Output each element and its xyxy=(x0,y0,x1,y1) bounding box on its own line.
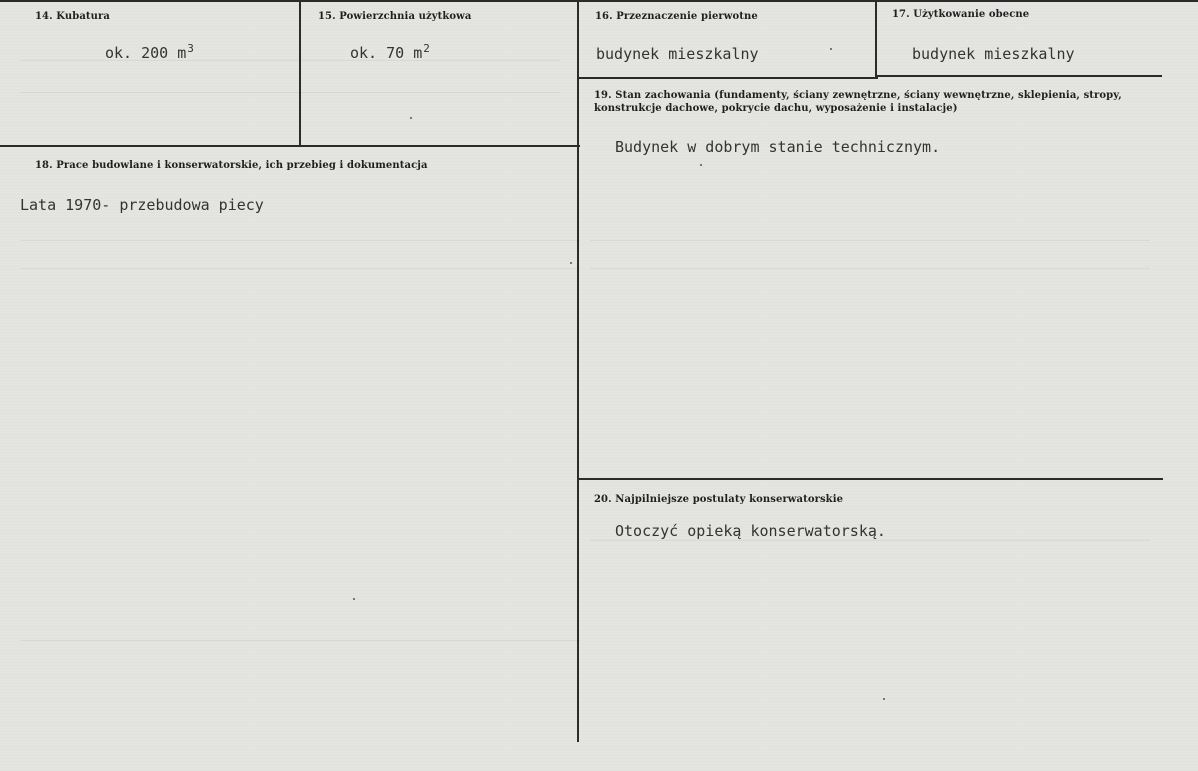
scan-speck xyxy=(883,698,885,700)
scan-speck xyxy=(700,164,702,166)
background-line xyxy=(590,268,1150,269)
field-14-label: 14. Kubatura xyxy=(35,11,110,22)
field-20-label: 20. Najpilniejsze postulaty konserwatorskie xyxy=(594,494,844,505)
field-18-label: 18. Prace budowlane i konserwatorskie, ich przebieg i dokumentacja xyxy=(35,160,428,171)
divider-16-bottom xyxy=(578,77,878,79)
scan-speck xyxy=(410,117,412,119)
field-15-label: 15. Powierzchnia użytkowa xyxy=(318,11,472,22)
scan-speck xyxy=(353,598,355,600)
divider-16-17 xyxy=(875,0,877,77)
scan-speck xyxy=(570,262,572,264)
divider-14-15-bottom xyxy=(0,145,580,147)
background-line xyxy=(20,268,580,269)
field-19-value: Budynek w dobrym stanie technicznym. xyxy=(615,138,941,156)
background-line xyxy=(20,92,560,93)
background-line xyxy=(590,540,1150,541)
field-15-value: ok. 70 $m^2$ xyxy=(350,42,430,62)
top-border xyxy=(0,0,1198,2)
field-14-value: ok. 200 $m^3$ xyxy=(105,42,194,62)
divider-17-bottom xyxy=(876,75,1162,77)
scan-speck xyxy=(830,48,832,50)
divider-14-15 xyxy=(299,0,301,147)
field-16-value: budynek mieszkalny xyxy=(596,45,759,63)
background-line xyxy=(20,640,580,641)
field-17-value: budynek mieszkalny xyxy=(912,45,1075,63)
field-20-value: Otoczyć opieką konserwatorską. xyxy=(615,522,886,540)
divider-19-bottom xyxy=(578,478,1163,480)
field-18-value: Lata 1970- przebudowa piecy xyxy=(20,196,264,214)
background-line xyxy=(590,240,1150,241)
center-divider xyxy=(577,0,579,742)
background-line xyxy=(20,240,580,241)
background-line xyxy=(20,60,560,61)
field-16-label: 16. Przeznaczenie pierwotne xyxy=(595,11,758,22)
field-17-label: 17. Użytkowanie obecne xyxy=(892,9,1030,20)
field-19-label: 19. Stan zachowania (fundamenty, ściany zewnętrzne, ściany wewnętrzne, sklepienia, stropy, konstrukcje dachowe, pokrycie dachu, wyposażenie i instalacje) xyxy=(594,90,1122,114)
